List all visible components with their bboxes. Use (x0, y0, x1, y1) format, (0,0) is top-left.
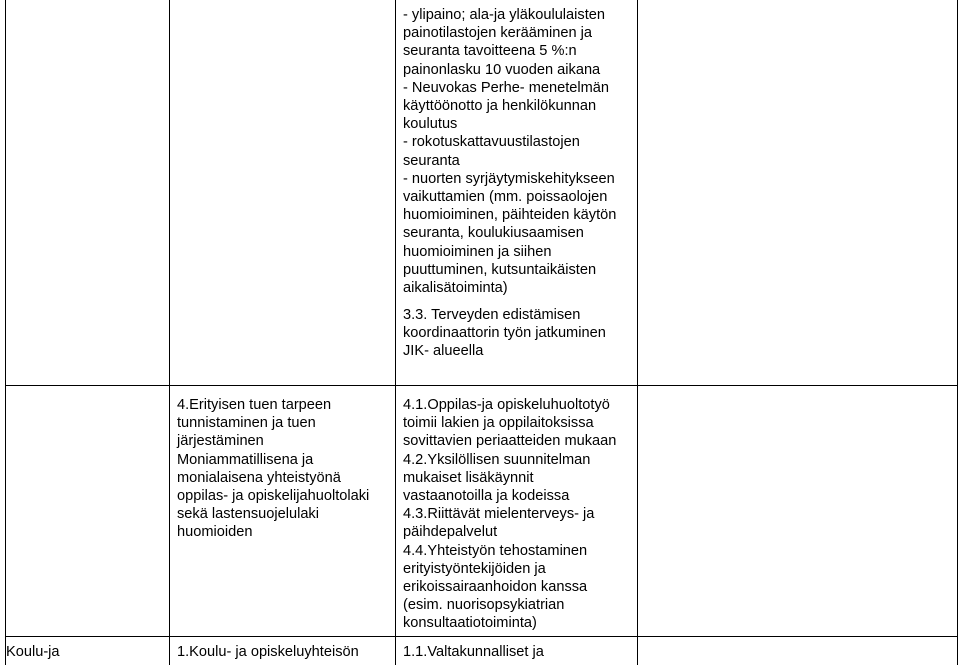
column-divider-2 (395, 0, 396, 665)
cell-row3-col3-text: 1.1.Valtakunnalliset ja (403, 644, 544, 660)
cell-row1-col3-text: - ylipaino; ala-ja yläkoululaisten painotilastojen kerääminen ja seuranta tavoitteena 5 %:n painonlasku 10 vuoden aikana - Neuvokas Perhe- menetelmän käyttöönotto ja henkilökunnan koulutus - rokotuskattavuustilastojen seuranta - nuorten syrjäytymiskehitykseen vaikuttamien (mm. poissaolojen huomioiminen, päihteiden käytön seuranta, koulukiusaamisen huomioiminen ja siihen puuttuminen, kutsuntaikäisten aikalisätoiminta) (403, 7, 617, 297)
cell-row2-col2-text: 4.Erityisen tuen tarpeen tunnistaminen ja tuen järjestäminen Moniammatillisena ja monialaisena yhteistyönä oppilas- ja opiskelijahuoltolaki sekä lastensuojelulaki huomioiden (177, 397, 370, 541)
column-divider-3 (637, 0, 638, 665)
column-divider-1 (169, 0, 170, 665)
cell-row3-col2-text: 1.Koulu- ja opiskeluyhteisön (177, 644, 359, 660)
cell-row2-col3-text: 4.1.Oppilas-ja opiskeluhuoltotyö toimii lakien ja oppilaitoksissa sovittavien periaatteiden mukaan 4.2.Yksilöllisen suunnitelman mukaiset lisäkäynnit vastaanotoilla ja kodeissa 4.3.Riittävät mielenterveys- ja päihdepalvelut 4.4.Yhteistyön tehostaminen erityistyöntekijöiden ja erikoissairaanhoidon kanssa (esim. nuorisopsykiatrian konsultaatiotoiminta) (403, 397, 617, 632)
table-border-right (957, 0, 958, 665)
table-border-left (5, 0, 6, 665)
row-divider-2 (5, 636, 958, 637)
cell-row1-col3-item: 3.3. Terveyden edistämisen koordinaattorin työn jatkuminen JIK- alueella (403, 307, 606, 360)
row-divider-1 (5, 385, 958, 386)
cell-row3-col1-text: Koulu-ja (6, 644, 60, 660)
